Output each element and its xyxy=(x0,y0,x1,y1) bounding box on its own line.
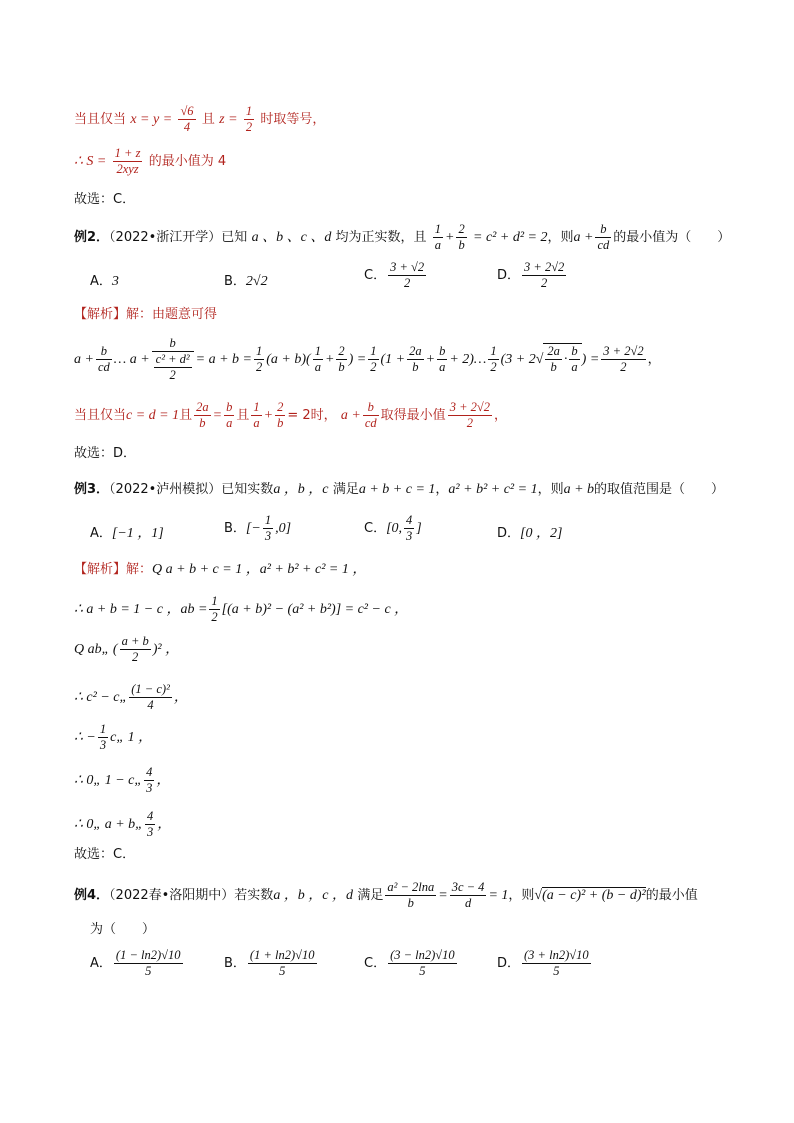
analysis-step: ∴ − $\frac{1}{3}$ c„ 1 ， xyxy=(74,722,153,752)
analysis-step: Q ab„ ( $\frac{a + b}{2}$ )² ， xyxy=(74,634,180,664)
choose-answer-line-2: 故选：D． xyxy=(74,446,137,461)
option-d[interactable]: D． $\frac{3 + 2√2}{2}$ xyxy=(497,260,565,290)
example-4-stem-cont: 为（ ） xyxy=(90,922,156,937)
option-c[interactable]: C．[0, $\frac{4}{3}$ ] xyxy=(364,513,422,543)
option-a[interactable]: A．3 xyxy=(90,274,119,289)
fraction: $\frac{1 + z}{\text{2xyz}}$ xyxy=(114,146,141,176)
fraction: $\frac{b}{cd}$ xyxy=(597,222,610,252)
option-a[interactable]: A．[−1 ，1] xyxy=(90,526,164,541)
choose-answer-line-3: 故选：C． xyxy=(74,847,136,862)
fraction: $\frac{√6}{4}$ xyxy=(180,104,194,134)
example-2-stem: 例2．（2022•浙江开学）已知 a 、b 、c 、d 均为正实数，且 $\frac{1}{a}$ + $\frac{2}{b}$ = c² + d² = 2，则a + $\frac{b}{cd}$ 的最小值为（ ） xyxy=(74,222,731,252)
option-b[interactable]: B．2√2 xyxy=(224,274,268,289)
option-b[interactable]: B．[− $\frac{1}{3}$ ,0] xyxy=(224,513,292,543)
fraction: $\frac{1}{2}$ xyxy=(245,104,253,134)
choose-answer-line: 故选：C． xyxy=(74,192,136,207)
derivation-line: a + $\frac{b}{cd}$ … a + $\frac{b}{\frac{\text{c² + d²}}{2}}$ = a + b = $\frac{1}{2}$ (a + b)( $\frac{1}{a}$ + $\frac{2}{b}$ ) = $\frac{1}{2}$ (1 + $\frac{2a}{b}$ + $\frac{b}{a}$ + 2)… $\frac{1}{2}$ (3 + 2√ $\frac{2a}{b}$ · $\frac{b}{a}$ ) = $\frac{3 + 2√2}{2}$ ， xyxy=(74,336,661,382)
equality-condition-line: 当且仅当 x = y = $\frac{√6}{4}$ 且 z = $\frac{1}{2}$ 时取等号， xyxy=(74,104,326,134)
equality-condition-line-2: 当且仅当c = d = 1且 $\frac{2a}{b}$ = $\frac{b}{a}$ 且 $\frac{1}{a}$ + $\frac{2}{b}$ = 2时， a + $\frac{b}{cd}$ 取得最小值 $\frac{3 + 2√2}{2}$ ， xyxy=(74,400,507,430)
option-d[interactable]: D．[0 ，2] xyxy=(497,526,563,541)
fraction: $\frac{2}{b}$ xyxy=(458,222,465,252)
min-value-line: ∴ S = $\frac{1 + z}{\text{2xyz}}$ 的最小值为 4 xyxy=(74,146,227,176)
example-3-stem: 例3．（2022•泸州模拟）已知实数a ，b ，c 满足a + b + c = 1，a² + b² + c² = 1，则a + b的取值范围是（ ） xyxy=(74,482,725,497)
analysis-header: 【解析】解：Q a + b + c = 1 ，a² + b² + c² = 1 ， xyxy=(74,562,367,577)
option-d[interactable]: D． $\frac{(3 + \ln 2)√10}{5}$ xyxy=(497,948,589,978)
analysis-step: ∴ c² − c„ $\frac{\text{(1 − c)²}}{4}$ ， xyxy=(74,682,188,712)
fraction: $\frac{1}{a}$ xyxy=(434,222,442,252)
option-a[interactable]: A． $\frac{(1 - \ln 2)√10}{5}$ xyxy=(90,948,181,978)
example-4-stem: 例4．（2022春•洛阳期中）若实数a ，b ，c ，d 满足 $\frac{\text{a² − 2lna}}{b}$ = $\frac{3c - 4}{d}$ = 1，则√(a − c)² + (b − d)²的最小值 xyxy=(74,880,698,910)
analysis-step: ∴ 0„ a + b„ $\frac{4}{3}$ ， xyxy=(74,809,172,839)
option-b[interactable]: B． $\frac{(1 + \ln 2)√10}{5}$ xyxy=(224,948,315,978)
option-c[interactable]: C． $\frac{(3 - \ln 2)√10}{5}$ xyxy=(364,948,455,978)
analysis-header: 【解析】解：由题意可得 xyxy=(74,307,218,322)
option-c[interactable]: C． $\frac{3 + √2}{2}$ xyxy=(364,260,425,290)
analysis-step: ∴ 0„ 1 − c„ $\frac{4}{3}$ ， xyxy=(74,765,171,795)
analysis-step: ∴ a + b = 1 − c ，ab = $\frac{1}{2}$ [(a + b)² − (a² + b²)] = c² − c ， xyxy=(74,594,409,624)
